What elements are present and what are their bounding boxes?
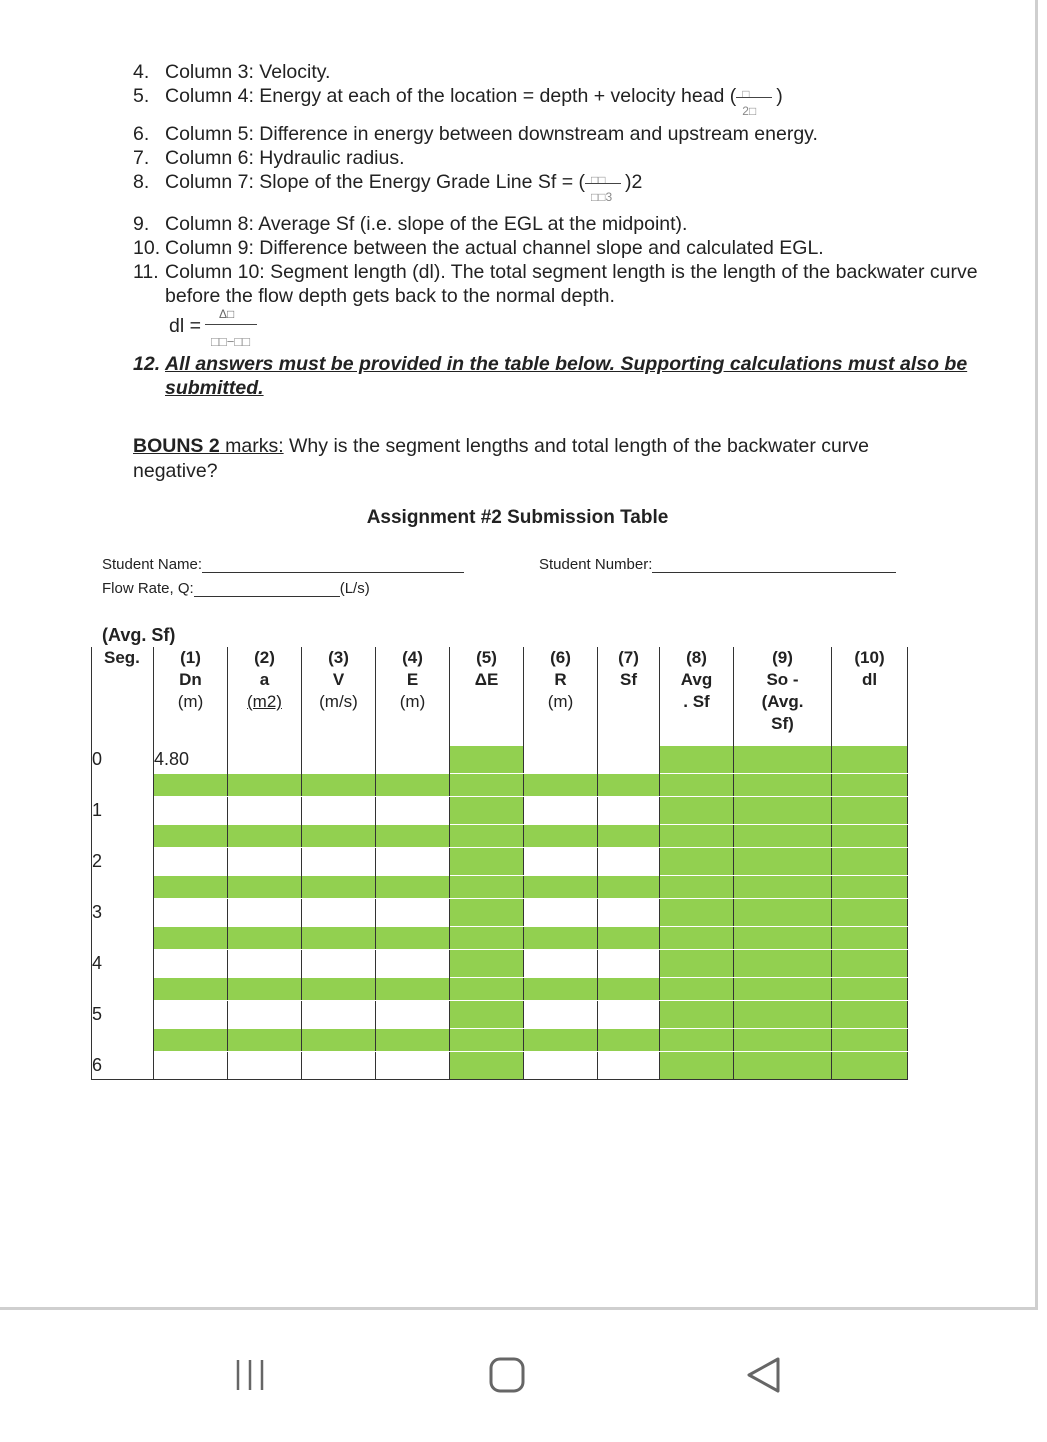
instruction-list — [133, 60, 993, 400]
table-cell[interactable] — [302, 746, 376, 774]
table-cell — [92, 774, 154, 797]
table-cell[interactable] — [832, 797, 908, 825]
table-cell[interactable] — [376, 927, 450, 950]
table-header-row — [92, 647, 908, 746]
table-cell[interactable] — [660, 797, 734, 825]
table-cell[interactable] — [302, 825, 376, 848]
table-cell[interactable] — [660, 1001, 734, 1029]
table-cell[interactable] — [376, 1001, 450, 1029]
instruction-11: 11. Column 10: Segment length (dl). The total segment length is the length of the backwater curve before the flow depth gets back to the normal depth. — [133, 261, 978, 307]
table-cell[interactable] — [376, 899, 450, 927]
student-number-field[interactable]: Student Number: — [539, 556, 896, 573]
table-cell[interactable] — [660, 927, 734, 950]
table-row — [92, 927, 908, 950]
table-cell[interactable] — [302, 1029, 376, 1052]
col-5: (5) ΔE — [450, 647, 524, 746]
table-cell[interactable] — [598, 1029, 660, 1052]
table-cell[interactable] — [450, 1001, 524, 1029]
table-cell[interactable] — [302, 927, 376, 950]
submission-table — [91, 647, 908, 1080]
table-cell[interactable] — [734, 746, 832, 774]
table-cell — [92, 927, 154, 950]
table-cell[interactable] — [450, 950, 524, 978]
table-cell[interactable] — [734, 848, 832, 876]
table-cell[interactable] — [376, 1029, 450, 1052]
table-row — [92, 899, 908, 927]
egl-slope-fraction: □□ □□3 — [585, 174, 625, 192]
instruction-4: 4. Column 3: Velocity. — [133, 61, 331, 83]
table-cell[interactable] — [832, 848, 908, 876]
table-cell[interactable] — [302, 1001, 376, 1029]
table-cell[interactable] — [228, 1001, 302, 1029]
table-cell[interactable] — [832, 1052, 908, 1080]
bonus-question: BOUNS 2 marks: Why is the segment lengths and total length of the backwater curve negative? — [133, 435, 869, 482]
col-9: (9) So - (Avg. Sf) — [734, 647, 832, 746]
col-6: (6) R (m) — [524, 647, 598, 746]
table-cell[interactable] — [154, 825, 228, 848]
table-cell[interactable] — [524, 848, 598, 876]
table-cell[interactable] — [660, 1029, 734, 1052]
table-cell[interactable] — [734, 774, 832, 797]
table-cell[interactable] — [524, 774, 598, 797]
table-cell[interactable] — [734, 950, 832, 978]
table-cell[interactable] — [228, 848, 302, 876]
table-row — [92, 825, 908, 848]
table-cell[interactable]: 4.80 — [154, 746, 228, 774]
table-cell[interactable] — [450, 774, 524, 797]
table-cell[interactable] — [154, 899, 228, 927]
table-cell[interactable] — [228, 899, 302, 927]
table-cell[interactable] — [598, 978, 660, 1001]
table-cell[interactable] — [450, 797, 524, 825]
table-cell[interactable] — [302, 774, 376, 797]
home-icon[interactable] — [488, 1355, 528, 1395]
table-cell[interactable] — [376, 1052, 450, 1080]
table-cell[interactable] — [832, 825, 908, 848]
table-cell[interactable] — [228, 978, 302, 1001]
col-1: (1) Dn (m) — [154, 647, 228, 746]
table-cell[interactable] — [302, 978, 376, 1001]
table-cell[interactable] — [734, 797, 832, 825]
table-cell[interactable] — [660, 774, 734, 797]
table-cell[interactable] — [376, 825, 450, 848]
table-cell[interactable] — [660, 825, 734, 848]
table-row — [92, 746, 908, 774]
instruction-6: 6. Column 5: Difference in energy between downstream and upstream energy. — [133, 123, 818, 145]
table-cell[interactable] — [524, 927, 598, 950]
col-7: (7) Sf — [598, 647, 660, 746]
table-row — [92, 978, 908, 1001]
col-4: (4) E (m) — [376, 647, 450, 746]
table-cell[interactable] — [660, 899, 734, 927]
table-cell[interactable] — [598, 774, 660, 797]
table-cell[interactable] — [154, 950, 228, 978]
col-8: (8) Avg . Sf — [660, 647, 734, 746]
instruction-7: 7. Column 6: Hydraulic radius. — [133, 147, 405, 169]
table-cell[interactable] — [660, 848, 734, 876]
table-cell[interactable] — [376, 797, 450, 825]
col-2: (2) a (m2) — [228, 647, 302, 746]
segment-label: 1 — [92, 797, 154, 825]
table-row — [92, 1001, 908, 1029]
table-cell[interactable] — [524, 950, 598, 978]
table-cell[interactable] — [450, 1029, 524, 1052]
table-cell[interactable] — [832, 978, 908, 1001]
table-cell[interactable] — [598, 899, 660, 927]
table-cell[interactable] — [228, 927, 302, 950]
table-cell[interactable] — [450, 825, 524, 848]
table-cell[interactable] — [734, 927, 832, 950]
table-cell[interactable] — [376, 950, 450, 978]
table-cell[interactable] — [302, 797, 376, 825]
table-cell[interactable] — [734, 978, 832, 1001]
table-cell[interactable] — [228, 950, 302, 978]
velocity-head-fraction: □ 2□ — [736, 88, 776, 106]
flow-rate-field[interactable]: Flow Rate, Q: (L/s) — [102, 580, 370, 597]
table-cell[interactable] — [524, 1001, 598, 1029]
table-cell[interactable] — [524, 746, 598, 774]
table-cell[interactable] — [376, 746, 450, 774]
table-cell[interactable] — [734, 1052, 832, 1080]
table-cell[interactable] — [734, 1029, 832, 1052]
table-cell[interactable] — [228, 876, 302, 899]
avg-sf-label: (Avg. Sf) — [102, 625, 176, 645]
table-cell[interactable] — [302, 848, 376, 876]
table-cell[interactable] — [524, 876, 598, 899]
table-cell[interactable] — [734, 876, 832, 899]
segment-label: 3 — [92, 899, 154, 927]
table-cell[interactable] — [524, 899, 598, 927]
table-cell[interactable] — [450, 1052, 524, 1080]
table-cell[interactable] — [376, 774, 450, 797]
table-row — [92, 876, 908, 899]
segment-label: 4 — [92, 950, 154, 978]
table-cell[interactable] — [228, 1052, 302, 1080]
table-cell[interactable] — [832, 1001, 908, 1029]
table-cell[interactable] — [228, 774, 302, 797]
table-cell[interactable] — [228, 1029, 302, 1052]
instruction-12: 12. All answers must be provided in the table below. Supporting calculations must also be submitted. — [133, 353, 968, 399]
table-cell[interactable] — [302, 876, 376, 899]
table-cell[interactable] — [154, 927, 228, 950]
table-cell[interactable] — [450, 978, 524, 1001]
table-cell[interactable] — [228, 746, 302, 774]
table-cell[interactable] — [302, 1052, 376, 1080]
table-cell[interactable] — [524, 1029, 598, 1052]
table-cell[interactable] — [228, 797, 302, 825]
back-icon[interactable] — [744, 1355, 784, 1395]
table-cell[interactable] — [450, 746, 524, 774]
table-cell[interactable] — [154, 848, 228, 876]
table-row — [92, 1052, 908, 1080]
segment-label: 2 — [92, 848, 154, 876]
table-cell[interactable] — [524, 825, 598, 848]
col-10: (10) dl — [832, 647, 908, 746]
table-cell[interactable] — [450, 848, 524, 876]
table-cell[interactable] — [734, 899, 832, 927]
table-cell[interactable] — [302, 950, 376, 978]
dl-formula: dl = Δ□ □□−□□ — [133, 308, 993, 352]
table-cell[interactable] — [154, 978, 228, 1001]
instruction-5: 5. Column 4: Energy at each of the location = depth + velocity head ( □ 2□ ) — [133, 85, 783, 118]
table-cell — [92, 978, 154, 1001]
table-cell[interactable] — [154, 1001, 228, 1029]
table-cell[interactable] — [450, 876, 524, 899]
table-cell[interactable] — [660, 950, 734, 978]
table-cell[interactable] — [598, 1001, 660, 1029]
table-cell[interactable] — [450, 927, 524, 950]
table-cell[interactable] — [832, 774, 908, 797]
table-cell[interactable] — [832, 746, 908, 774]
table-cell — [92, 876, 154, 899]
table-row — [92, 848, 908, 876]
instruction-8: 8. Column 7: Slope of the Energy Grade Line Sf = ( □□ □□3 )2 — [133, 171, 643, 204]
student-name-field[interactable]: Student Name: — [102, 556, 464, 573]
table-cell — [92, 825, 154, 848]
segment-label: 5 — [92, 1001, 154, 1029]
table-row — [92, 797, 908, 825]
table-cell[interactable] — [598, 848, 660, 876]
table-cell[interactable] — [734, 1001, 832, 1029]
table-row — [92, 774, 908, 797]
table-cell[interactable] — [376, 876, 450, 899]
table-cell[interactable] — [832, 1029, 908, 1052]
table-cell[interactable] — [832, 950, 908, 978]
table-cell[interactable] — [660, 746, 734, 774]
table-cell[interactable] — [832, 927, 908, 950]
table-cell[interactable] — [228, 825, 302, 848]
table-cell[interactable] — [154, 876, 228, 899]
table-cell[interactable] — [302, 899, 376, 927]
table-cell[interactable] — [598, 797, 660, 825]
table-cell[interactable] — [376, 978, 450, 1001]
table-cell[interactable] — [598, 950, 660, 978]
table-cell[interactable] — [524, 1052, 598, 1080]
table-cell — [92, 1029, 154, 1052]
table-cell[interactable] — [154, 774, 228, 797]
segment-label: 0 — [92, 746, 154, 774]
instruction-10: 10. Column 9: Difference between the actual channel slope and calculated EGL. — [133, 237, 824, 259]
table-cell[interactable] — [450, 899, 524, 927]
table-cell[interactable] — [598, 746, 660, 774]
col-3: (3) V (m/s) — [302, 647, 376, 746]
table-cell[interactable] — [598, 927, 660, 950]
table-cell[interactable] — [154, 797, 228, 825]
instruction-9: 9. Column 8: Average Sf (i.e. slope of the EGL at the midpoint). — [133, 213, 688, 235]
table-cell[interactable] — [660, 1052, 734, 1080]
table-row — [92, 950, 908, 978]
table-cell[interactable] — [524, 797, 598, 825]
table-cell[interactable] — [154, 1052, 228, 1080]
table-cell[interactable] — [154, 1029, 228, 1052]
col-seg: Seg. — [92, 647, 154, 746]
table-cell[interactable] — [832, 899, 908, 927]
table-title: Assignment #2 Submission Table — [366, 507, 669, 528]
table-cell[interactable] — [598, 825, 660, 848]
table-cell[interactable] — [376, 848, 450, 876]
table-row — [92, 1029, 908, 1052]
table-cell[interactable] — [660, 876, 734, 899]
table-cell[interactable] — [598, 876, 660, 899]
table-cell[interactable] — [598, 1052, 660, 1080]
table-cell[interactable] — [660, 978, 734, 1001]
recent-apps-icon[interactable] — [232, 1355, 272, 1395]
table-cell[interactable] — [734, 825, 832, 848]
table-cell[interactable] — [524, 978, 598, 1001]
table-cell[interactable] — [832, 876, 908, 899]
segment-label: 6 — [92, 1052, 154, 1080]
